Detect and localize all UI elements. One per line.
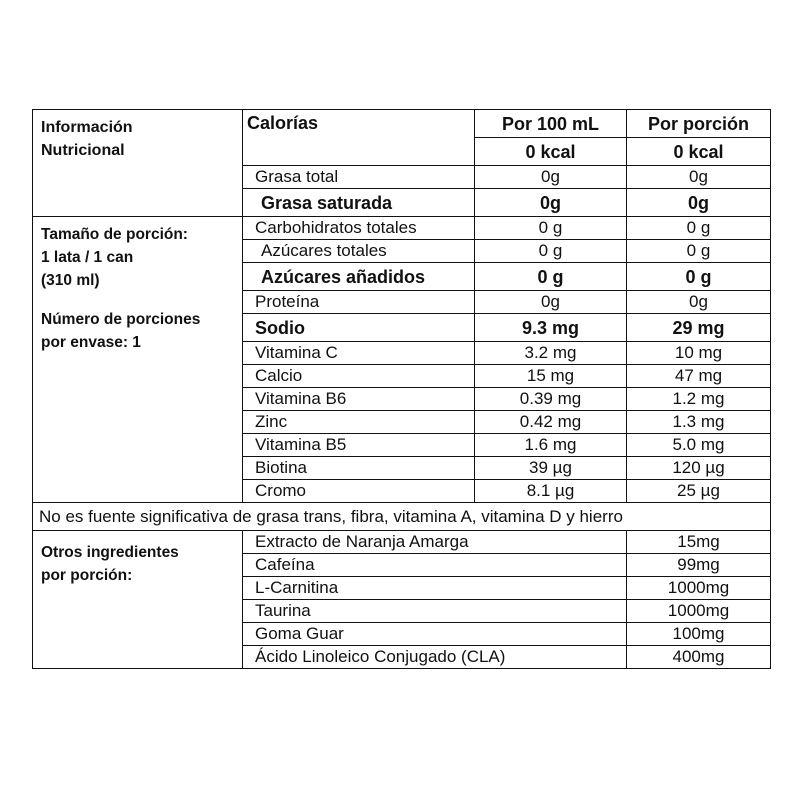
nutrient-per-portion: 0 g bbox=[627, 263, 771, 291]
calories-label: Calorías bbox=[243, 110, 475, 166]
nutrient-per-100ml: 0g bbox=[475, 189, 627, 217]
nutrient-per-100ml: 15 mg bbox=[475, 365, 627, 388]
nutrient-name: Carbohidratos totales bbox=[243, 217, 475, 240]
ingredient-amount: 15mg bbox=[627, 531, 771, 554]
other-ingredients-title-line1: Otros ingredientes bbox=[41, 544, 179, 561]
nutrient-per-100ml: 9.3 mg bbox=[475, 314, 627, 342]
per-100ml-header: Por 100 mL bbox=[475, 110, 627, 138]
nutrient-per-portion: 0 g bbox=[627, 217, 771, 240]
ingredient-row bbox=[33, 531, 771, 554]
servings-count-line1: Número de porciones bbox=[41, 311, 201, 328]
nutrient-name: Cromo bbox=[243, 480, 475, 503]
other-ingredients-title-cell bbox=[33, 531, 243, 669]
nutrient-name: Grasa saturada bbox=[243, 189, 475, 217]
servings-count-line2: por envase: 1 bbox=[41, 334, 141, 351]
footnote-row bbox=[33, 503, 771, 531]
nutrient-per-portion: 29 mg bbox=[627, 314, 771, 342]
ingredient-name: Goma Guar bbox=[243, 623, 627, 646]
nutrient-per-100ml: 39 µg bbox=[475, 457, 627, 480]
nutrient-name: Azúcares totales bbox=[243, 240, 475, 263]
serving-info-cell bbox=[33, 217, 243, 503]
nutrient-per-portion: 47 mg bbox=[627, 365, 771, 388]
nutrient-per-100ml: 0g bbox=[475, 166, 627, 189]
header-row bbox=[33, 110, 771, 138]
nutrient-name: Vitamina B6 bbox=[243, 388, 475, 411]
nutrient-name: Vitamina B5 bbox=[243, 434, 475, 457]
ingredient-name: Ácido Linoleico Conjugado (CLA) bbox=[243, 646, 627, 669]
nutrient-name: Grasa total bbox=[243, 166, 475, 189]
nutrient-per-portion: 10 mg bbox=[627, 342, 771, 365]
ingredient-amount: 1000mg bbox=[627, 600, 771, 623]
nutrient-per-portion: 25 µg bbox=[627, 480, 771, 503]
nutrition-facts-label bbox=[32, 109, 770, 669]
nutrient-name: Vitamina C bbox=[243, 342, 475, 365]
nutrient-per-portion: 0 g bbox=[627, 240, 771, 263]
nutrient-per-100ml: 3.2 mg bbox=[475, 342, 627, 365]
serving-size-line2: (310 ml) bbox=[41, 272, 100, 289]
nutrient-per-100ml: 0 g bbox=[475, 217, 627, 240]
nutrient-per-100ml: 0.39 mg bbox=[475, 388, 627, 411]
info-title-line1: Información bbox=[41, 119, 133, 136]
footnote: No es fuente significativa de grasa trans, fibra, vitamina A, vitamina D y hierro bbox=[33, 503, 771, 531]
nutrient-per-portion: 0g bbox=[627, 291, 771, 314]
info-title-cell bbox=[33, 110, 243, 217]
ingredient-amount: 99mg bbox=[627, 554, 771, 577]
nutrient-name: Biotina bbox=[243, 457, 475, 480]
nutrient-per-100ml: 8.1 µg bbox=[475, 480, 627, 503]
ingredient-amount: 400mg bbox=[627, 646, 771, 669]
nutrient-per-portion: 0g bbox=[627, 189, 771, 217]
nutrition-table bbox=[32, 109, 771, 669]
ingredient-amount: 100mg bbox=[627, 623, 771, 646]
ingredient-name: Taurina bbox=[243, 600, 627, 623]
nutrient-name: Sodio bbox=[243, 314, 475, 342]
other-ingredients-title-line2: por porción: bbox=[41, 567, 133, 584]
nutrient-name: Proteína bbox=[243, 291, 475, 314]
nutrient-per-portion: 5.0 mg bbox=[627, 434, 771, 457]
nutrient-per-portion: 1.2 mg bbox=[627, 388, 771, 411]
nutrient-per-portion: 0g bbox=[627, 166, 771, 189]
nutrient-per-100ml: 0 g bbox=[475, 240, 627, 263]
ingredient-name: Cafeína bbox=[243, 554, 627, 577]
nutrient-row bbox=[33, 217, 771, 240]
nutrient-per-100ml: 1.6 mg bbox=[475, 434, 627, 457]
info-title-line2: Nutricional bbox=[41, 142, 125, 159]
nutrient-per-100ml: 0g bbox=[475, 291, 627, 314]
nutrient-per-portion: 1.3 mg bbox=[627, 411, 771, 434]
nutrient-per-100ml: 0.42 mg bbox=[475, 411, 627, 434]
nutrient-name: Calcio bbox=[243, 365, 475, 388]
ingredient-name: Extracto de Naranja Amarga bbox=[243, 531, 627, 554]
ingredient-amount: 1000mg bbox=[627, 577, 771, 600]
per-portion-header: Por porción bbox=[627, 110, 771, 138]
nutrient-name: Azúcares añadidos bbox=[243, 263, 475, 291]
serving-size-label: Tamaño de porción: bbox=[41, 226, 188, 243]
kcal-per-portion: 0 kcal bbox=[627, 138, 771, 166]
ingredient-name: L-Carnitina bbox=[243, 577, 627, 600]
nutrient-name: Zinc bbox=[243, 411, 475, 434]
nutrient-per-portion: 120 µg bbox=[627, 457, 771, 480]
nutrient-per-100ml: 0 g bbox=[475, 263, 627, 291]
serving-size-line1: 1 lata / 1 can bbox=[41, 249, 134, 266]
kcal-per-100ml: 0 kcal bbox=[475, 138, 627, 166]
